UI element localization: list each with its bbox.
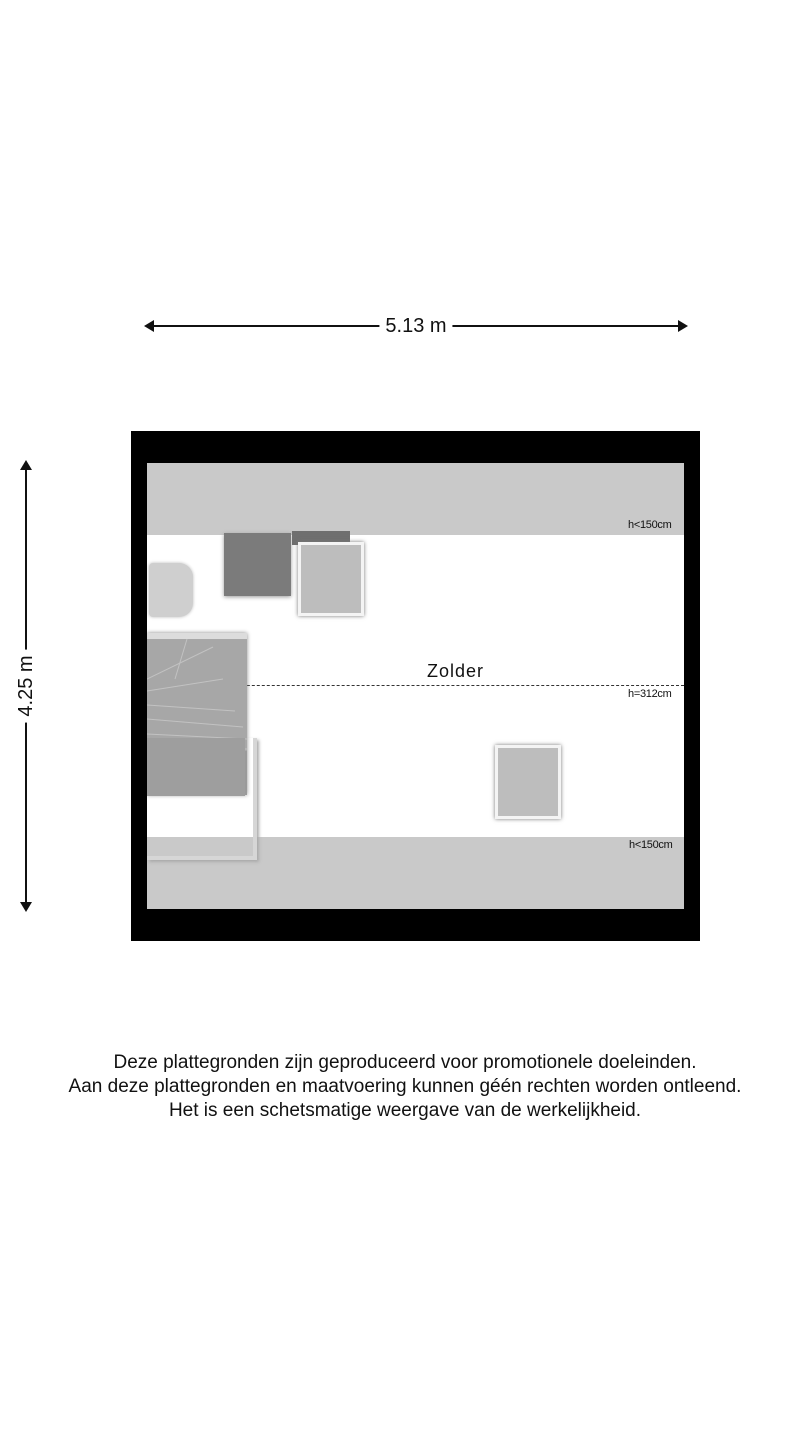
height-label: 4.25 m xyxy=(13,649,39,722)
stair-lower-steps xyxy=(147,738,245,796)
arrow-up-icon xyxy=(20,460,32,470)
boiler-unit xyxy=(224,533,291,596)
disclaimer-line-1: Deze plattegronden zijn geproduceerd voor promotionele doeleinden. xyxy=(113,1052,697,1073)
width-label: 5.13 m xyxy=(379,313,452,339)
room-name: Zolder xyxy=(427,661,485,681)
stair-railing xyxy=(147,738,257,860)
disclaimer-line-2: Aan deze plattegronden en maatvoering kunnen géén rechten worden ontleend. xyxy=(68,1076,742,1097)
arrow-down-icon xyxy=(20,902,32,912)
floor-area xyxy=(147,463,684,909)
skylight-right xyxy=(495,745,561,819)
arrow-left-icon xyxy=(144,320,154,332)
height-label-top: h<150cm xyxy=(628,519,672,531)
disclaimer-line-3: Het is een schetsmatige weergave van de werkelijkheid. xyxy=(168,1100,642,1121)
height-label-ridge: h=312cm xyxy=(628,688,672,700)
width-dimension xyxy=(146,313,686,339)
washbasin xyxy=(149,563,193,617)
height-label-bottom: h<150cm xyxy=(629,839,673,851)
arrow-right-icon xyxy=(678,320,688,332)
low-ceiling-zone-top xyxy=(147,463,684,535)
skylight-left xyxy=(298,542,364,616)
height-dimension xyxy=(13,462,39,910)
